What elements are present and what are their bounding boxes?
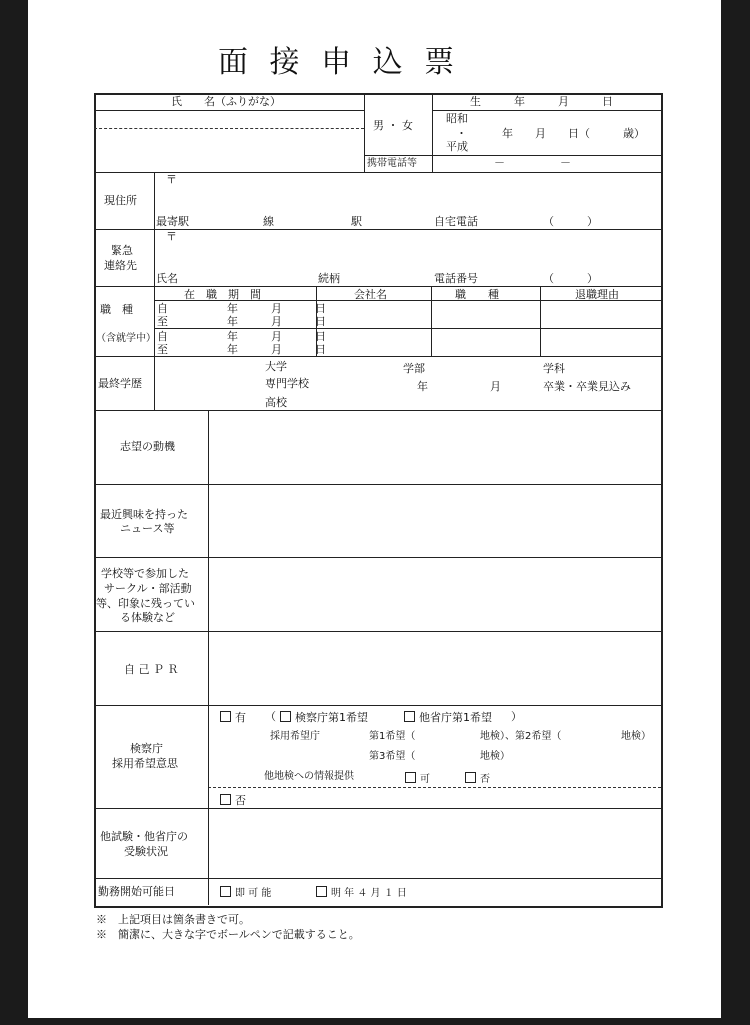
intent-no-checkbox[interactable] — [220, 794, 231, 805]
station-label: 駅 — [351, 215, 362, 228]
emergency-phone-label: 電話番号 — [434, 272, 478, 285]
intent-label-1: 検察庁 — [130, 742, 163, 755]
emergency-label-2: 連絡先 — [104, 259, 137, 272]
home-phone-paren[interactable]: （ ） — [543, 215, 598, 228]
intent-no-option[interactable]: 否 — [220, 794, 246, 806]
info-share-deny-option[interactable]: 否 — [465, 772, 490, 785]
job-column-header: 職 種 — [455, 288, 499, 301]
faculty-label: 学部 — [403, 362, 425, 375]
desired-office-label: 採用希望庁 — [270, 731, 320, 742]
university-label: 大学 — [265, 360, 287, 373]
career-sublabel: （含就学中） — [96, 333, 156, 344]
choice1-label[interactable]: 第1希望（ — [369, 731, 416, 742]
intent-divider — [208, 787, 661, 788]
postal-mark: 〒 — [166, 173, 177, 186]
career-row1-from: 自 — [157, 302, 168, 315]
home-phone-label: 自宅電話 — [434, 215, 478, 228]
era-showa: 昭和 — [446, 112, 468, 125]
application-form-page — [28, 0, 721, 1018]
prosecutor-first-option[interactable]: 検察庁第1希望 — [280, 711, 368, 723]
info-share-allow-option[interactable]: 可 — [405, 772, 430, 785]
motivation-label: 志望の動機 — [120, 440, 175, 453]
career-row2-from: 自 — [157, 330, 168, 343]
graduation-status[interactable]: 卒業・卒業見込み — [543, 380, 631, 393]
career-row2-from-date[interactable]: 年 月 日 — [227, 330, 326, 343]
mobile-phone-field[interactable]: － － — [494, 156, 571, 169]
note-1: ※ 上記項目は箇条書きで可。 — [96, 913, 250, 926]
education-label: 最終学歴 — [98, 377, 142, 390]
other-ministry-first-option[interactable]: 他省庁第1希望 — [404, 711, 492, 723]
birthdate-fields[interactable]: 年 月 日（ 歳） — [502, 127, 645, 140]
era-heisei: 平成 — [446, 140, 468, 153]
info-share-deny-checkbox[interactable] — [465, 772, 476, 783]
emergency-phone-paren[interactable]: （ ） — [543, 272, 598, 285]
news-label-2: ニュース等 — [120, 522, 175, 535]
company-column-header: 会社名 — [354, 288, 387, 301]
intent-paren-open: （ — [265, 710, 276, 723]
info-share-allow-checkbox[interactable] — [405, 772, 416, 783]
reason-column-header: 退職理由 — [575, 288, 619, 301]
relationship-label: 続柄 — [318, 272, 340, 285]
era-dot: ・ — [456, 127, 467, 140]
info-share-label: 他地検への情報提供 — [264, 771, 354, 782]
career-row1-to: 至 — [157, 315, 168, 328]
intent-label-2: 採用希望意思 — [112, 757, 178, 770]
experience-label-3: 等、印象に残ってい — [96, 597, 195, 610]
highschool-label: 高校 — [265, 396, 287, 409]
intent-yes-option[interactable]: 有 — [220, 711, 246, 723]
other-exams-label-1: 他試験・他省庁の — [100, 830, 188, 843]
experience-label-4: る体験など — [120, 611, 175, 624]
emergency-name-label: 氏名 — [156, 272, 178, 285]
career-label: 職 種 — [100, 303, 133, 316]
address-label: 現住所 — [104, 194, 137, 207]
furigana-divider — [94, 128, 364, 129]
emergency-postal-mark: 〒 — [166, 230, 177, 243]
other-ministry-first-checkbox[interactable] — [404, 711, 415, 722]
line-label: 線 — [263, 215, 274, 228]
grad-year-label: 年 — [417, 380, 428, 393]
start-april-checkbox[interactable] — [316, 886, 327, 897]
name-label: 氏 名（ふりがな） — [171, 95, 281, 108]
mobile-phone-label: 携帯電話等 — [367, 158, 417, 169]
self-pr-label: 自 己 Ｐ Ｒ — [124, 663, 179, 676]
career-row2-to: 至 — [157, 343, 168, 356]
career-row1-to-date[interactable]: 年 月 日 — [227, 315, 326, 328]
choice1-end: 地検）、第2希望（ — [480, 731, 562, 742]
grad-month-label: 月 — [490, 380, 501, 393]
start-date-label: 勤務開始可能日 — [98, 885, 175, 898]
other-exams-label-2: 受験状況 — [124, 845, 168, 858]
birthdate-label: 生 年 月 日 — [470, 95, 613, 108]
experience-label-1: 学校等で参加した — [101, 567, 189, 580]
department-label: 学科 — [543, 362, 565, 375]
intent-paren-close: ） — [511, 710, 522, 723]
start-april-option[interactable]: 明 年 ４ 月 １ 日 — [316, 886, 407, 899]
start-immediate-option[interactable]: 即 可 能 — [220, 886, 271, 899]
start-immediate-checkbox[interactable] — [220, 886, 231, 897]
intent-yes-checkbox[interactable] — [220, 711, 231, 722]
nearest-station-label: 最寄駅 — [156, 215, 189, 228]
note-2: ※ 簡潔に、大きな字でボールペンで記載すること。 — [96, 928, 360, 941]
vocational-label: 専門学校 — [265, 377, 309, 390]
experience-label-2: サークル・部活動 — [104, 582, 192, 595]
prosecutor-first-checkbox[interactable] — [280, 711, 291, 722]
career-row1-from-date[interactable]: 年 月 日 — [227, 302, 326, 315]
news-label-1: 最近興味を持った — [100, 508, 188, 521]
choice3-label[interactable]: 第3希望（ — [369, 751, 416, 762]
form-title: 面 接 申 込 票 — [218, 45, 461, 80]
career-row2-to-date[interactable]: 年 月 日 — [227, 343, 326, 356]
choice2-end: 地検） — [621, 731, 651, 742]
period-column-header: 在 職 期 間 — [184, 288, 261, 301]
emergency-label-1: 緊急 — [111, 244, 133, 257]
choice3-end: 地検） — [480, 751, 510, 762]
gender-selector[interactable]: 男 ・ 女 — [373, 119, 413, 132]
